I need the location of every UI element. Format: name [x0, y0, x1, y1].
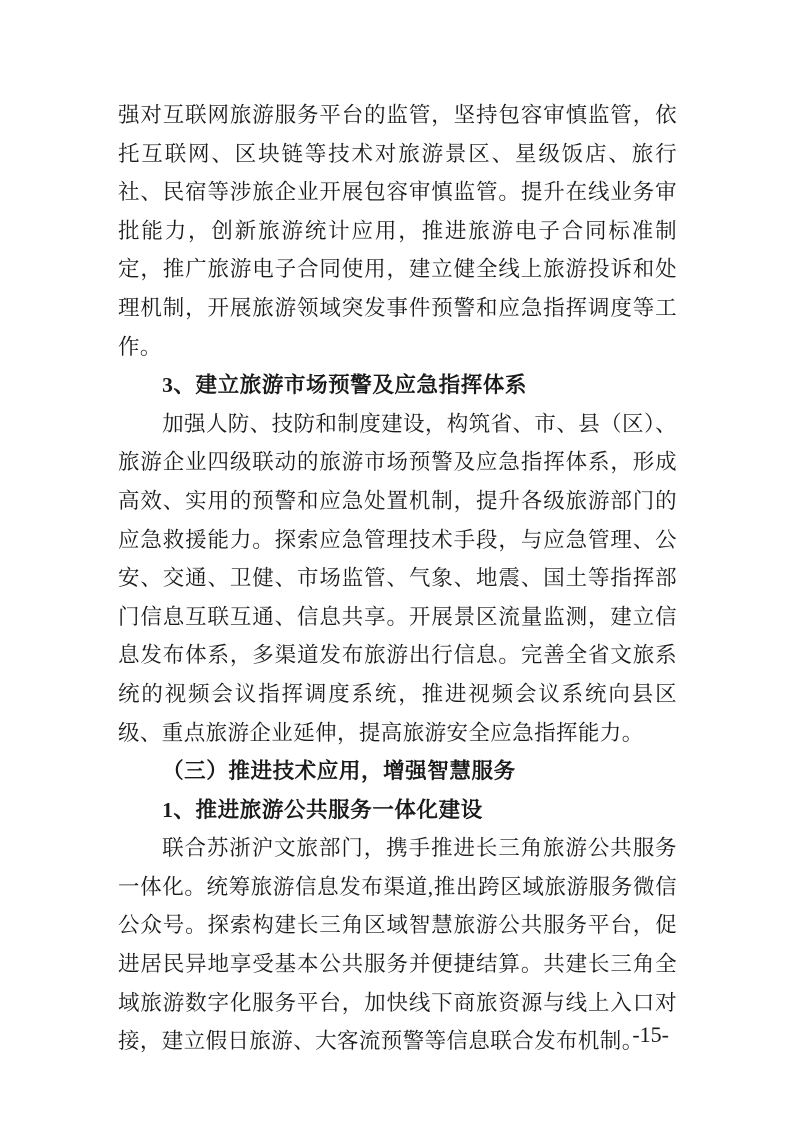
heading-numbered-1: 1、推进旅游公共服务一体化建设 [162, 797, 483, 822]
page-number: -15- [632, 1022, 669, 1047]
paragraph-continuation: 强对互联网旅游服务平台的监管，坚持包容审慎监管，依托互联网、区块链等技术对旅游景区、星级饭店、旅行社、民宿等涉旅企业开展包容审慎监管。提升在线业务审批能力，创新旅游统计应用，推进旅游电子合同标准制定，推广旅游电子合同使用，建立健全线上旅游投诉和处理机制，开展旅游领域突发事件预警和应急指挥调度等工作。 [118, 103, 677, 359]
page-content [118, 96, 677, 1061]
section-heading-three: （三）推进技术应用，增强智慧服务 [162, 759, 516, 784]
heading-numbered-3: 3、建立旅游市场预警及应急指挥体系 [162, 373, 528, 398]
paragraph-emergency-system: 加强人防、技防和制度建设，构筑省、市、县（区）、旅游企业四级联动的旅游市场预警及应急指挥体系，形成高效、实用的预警和应急处置机制，提升各级旅游部门的应急救援能力。探索应急管理技术手段，与应急管理、公安、交通、卫健、市场监管、气象、地震、国土等指挥部门信息互联互通、信息共享。开展景区流量监测，建立信息发布体系，多渠道发布旅游出行信息。完善全省文旅系统的视频会议指挥调度系统，推进视频会议系统向县区级、重点旅游企业延伸，提高旅游安全应急指挥能力。 [118, 411, 677, 745]
paragraph-public-service: 联合苏浙沪文旅部门，携手推进长三角旅游公共服务一体化。统筹旅游信息发布渠道,推出跨区域旅游服务微信公众号。探索构建长三角区域智慧旅游公共服务平台，促进居民异地享受基本公共服务并便捷结算。共建长三角全域旅游数字化服务平台，加快线下商旅资源与线上入口对接，建立假日旅游、大客流预警等信息联合发布机制。 [118, 836, 677, 1054]
